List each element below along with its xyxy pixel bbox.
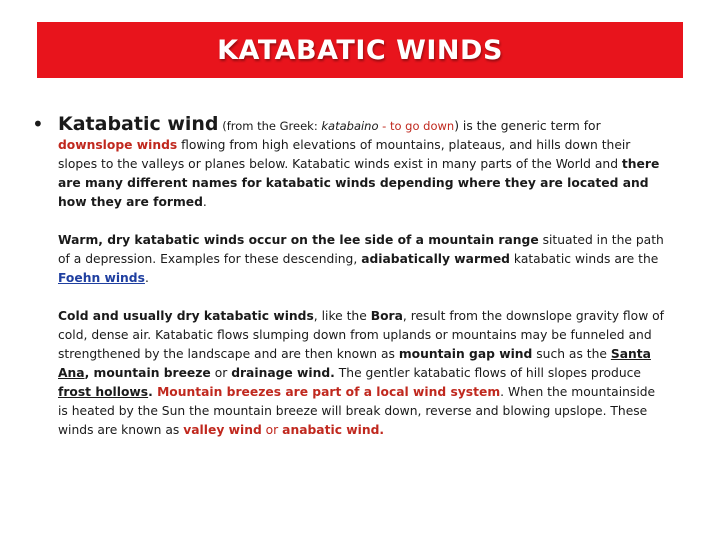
bora-term: Bora — [370, 309, 403, 323]
term-katabatic-wind: Katabatic wind — [58, 113, 219, 135]
frost-hollows-link[interactable]: frost hollows — [58, 385, 149, 399]
dot: . — [148, 385, 158, 399]
period: . — [202, 195, 207, 209]
cold-text-1: , like the — [313, 309, 371, 323]
cold-text-2: , result from the downslope gravity flow of cold, dense air. Katabatic flows slumping down from uplands or mountains may be funneled and strengthened by the landscape and are then known as — [58, 309, 665, 361]
definition-text: ) is the generic term for — [454, 119, 601, 133]
paragraph-cold-winds — [58, 307, 668, 440]
foehn-winds-link[interactable]: Foehn winds — [58, 271, 145, 285]
mountain-gap-wind-term: mountain gap wind — [398, 347, 533, 361]
etymology-open: (from the Greek: — [218, 119, 322, 133]
or-text-2: or — [261, 423, 283, 437]
cold-text-4: The gentler katabatic flows of hill slopes produce — [334, 366, 641, 380]
drainage-wind-term: drainage wind. — [231, 366, 335, 380]
title-banner — [37, 22, 683, 78]
end-period: . — [379, 423, 385, 437]
page-title: KATABATIC WINDS — [217, 34, 503, 66]
greek-meaning: - to go down — [378, 119, 455, 133]
warm-dry-heading: Warm, dry katabatic winds occur on the lee side of a mountain range — [58, 233, 539, 247]
cold-text-3: such as the — [532, 347, 611, 361]
mountain-breeze-term: mountain breeze — [93, 366, 211, 380]
santa-ana-link[interactable]: Santa Ana — [58, 347, 651, 380]
adiabatic-term: adiabatically warmed — [361, 252, 510, 266]
period: . — [144, 271, 149, 285]
paragraph-definition — [58, 113, 668, 212]
valley-wind-term: valley wind — [183, 423, 262, 437]
bullet-marker: • — [32, 112, 44, 136]
slide-body — [32, 112, 668, 459]
warm-text-2: katabatic winds are the — [510, 252, 659, 266]
greek-word: katabaino — [321, 119, 379, 133]
paragraph-warm-winds — [58, 231, 668, 288]
warm-text-1: situated in the path of a depression. Examples for these descending, — [58, 233, 664, 266]
or-text: or — [210, 366, 232, 380]
cold-text-5: . When the mountainside is heated by the Sun the mountain breeze will break down, reverse and blowing upslope. These winds are known as — [58, 385, 656, 437]
comma: , — [84, 366, 94, 380]
anabatic-wind-term: anabatic wind — [282, 423, 380, 437]
many-names-statement: there are many different names for katabatic winds depending where they are located and how they are formed — [58, 157, 660, 209]
downslope-winds-term: downslope winds — [58, 138, 178, 152]
local-wind-system-statement: Mountain breezes are part of a local wind system — [157, 385, 501, 399]
cold-dry-heading: Cold and usually dry katabatic winds — [58, 309, 314, 323]
definition-text-2: flowing from high elevations of mountains, plateaus, and hills down their slopes to the valleys or planes below. Katabatic winds exist in many parts of the World and — [58, 138, 631, 171]
